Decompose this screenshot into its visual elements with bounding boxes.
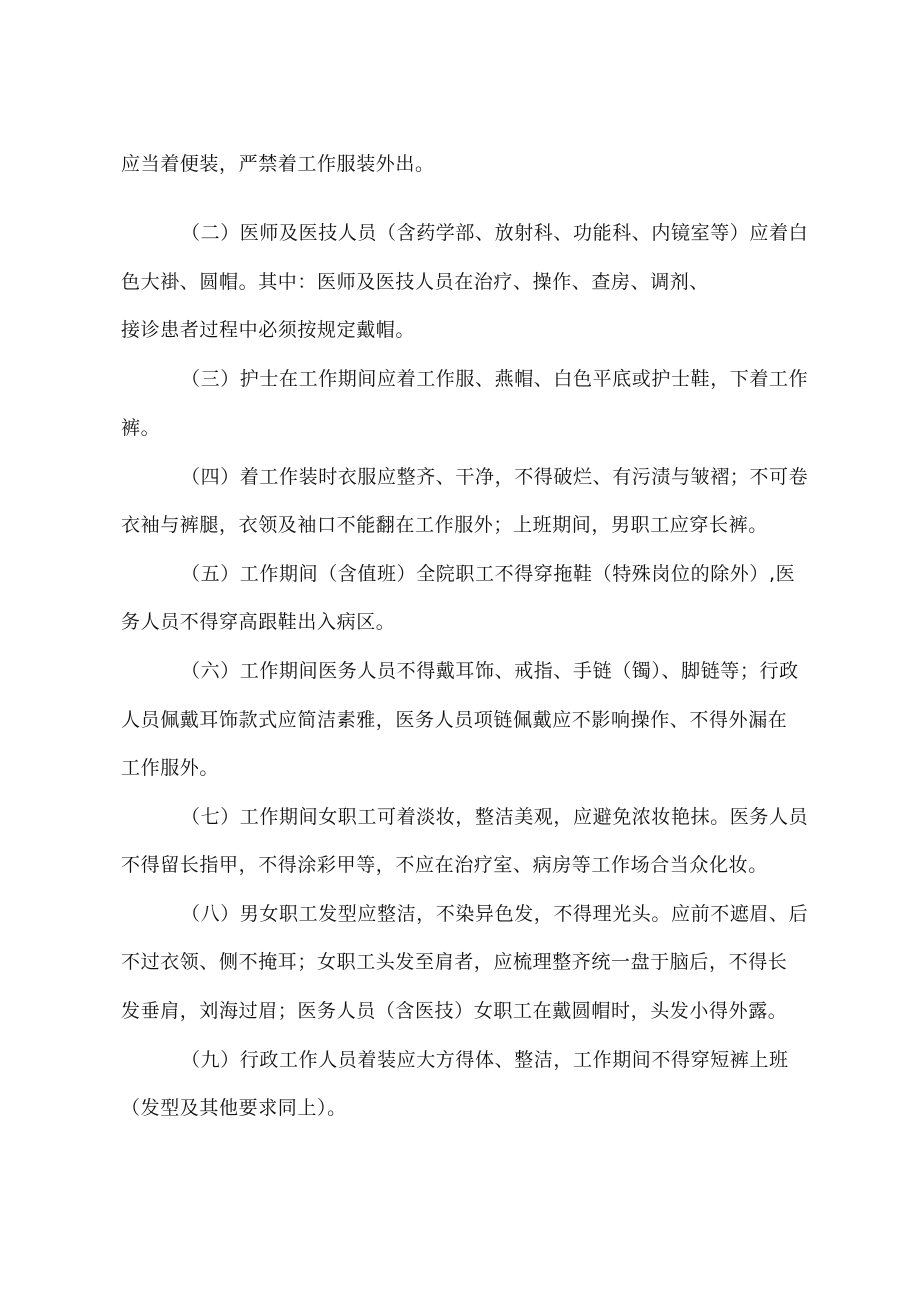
text-line: 发垂肩，刘海过眉；医务人员（含医技）女职工在戴圆帽时，头发小得外露。 xyxy=(121,1000,788,1022)
text-line: （五）工作期间（含值班）全院职工不得穿拖鞋（特殊岗位的除外）,医 xyxy=(181,563,796,585)
text-line: 工作服外。 xyxy=(121,757,220,779)
text-line: （三）护士在工作期间应着工作服、燕帽、白色平底或护士鞋，下着工作 xyxy=(181,368,809,390)
text-line: （七）工作期间女职工可着淡妆，整洁美观，应避免浓妆艳抹。医务人员 xyxy=(181,806,809,828)
text-line: 务人员不得穿高跟鞋出入病区。 xyxy=(121,611,396,633)
text-line: （发型及其他要求同上）。 xyxy=(121,1097,347,1119)
text-line: 人员佩戴耳饰款式应简洁素雅，医务人员项链佩戴应不影响操作、不得外漏在 xyxy=(121,709,788,731)
text-line: 色大褂、圆帽。其中：医师及医技人员在治疗、操作、查房、调剂、 xyxy=(121,271,710,293)
text-line: 不得留长指甲，不得涂彩甲等，不应在治疗室、病房等工作场合当众化妆。 xyxy=(121,854,768,876)
text-line: （四）着工作装时衣服应整齐、干净，不得破烂、有污渍与皱褶；不可卷 xyxy=(181,466,809,488)
text-line: （二）医师及医技人员（含药学部、放射科、功能科、内镜室等）应着白 xyxy=(181,222,809,244)
text-line: 应当着便装，严禁着工作服装外出。 xyxy=(121,153,435,175)
text-line: 接诊患者过程中必须按规定戴帽。 xyxy=(121,319,416,341)
text-line: （八）男女职工发型应整洁，不染异色发，不得理光头。应前不遮眉、后 xyxy=(181,903,809,925)
text-line: 不过衣领、侧不掩耳；女职工头发至肩者，应梳理整齐统一盘于脑后，不得长 xyxy=(121,951,788,973)
text-line: 衣袖与裤腿，衣领及袖口不能翻在工作服外；上班期间，男职工应穿长裤。 xyxy=(121,514,768,536)
text-line: （六）工作期间医务人员不得戴耳饰、戒指、手链（镯）、脚链等；行政 xyxy=(181,660,799,682)
text-line: 裤。 xyxy=(121,417,161,439)
text-line: （九）行政工作人员着装应大方得体、整洁，工作期间不得穿短裤上班 xyxy=(181,1049,789,1071)
